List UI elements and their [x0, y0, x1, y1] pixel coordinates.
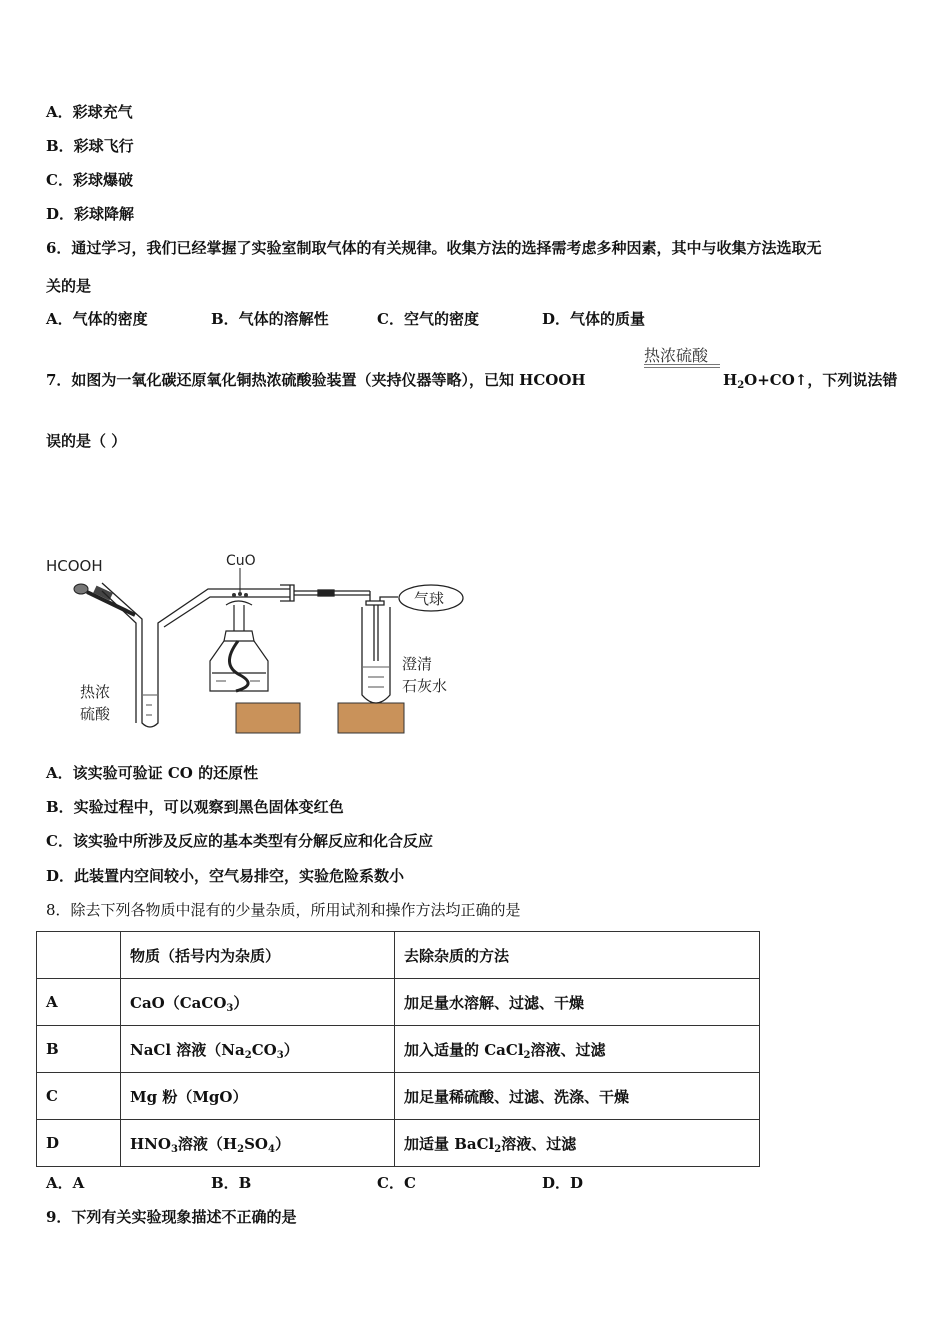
diagram-label-lime-2: 石灰水	[402, 677, 448, 695]
table-header-cell	[37, 932, 121, 979]
row-label: D	[37, 1120, 121, 1167]
q6-stem-line2: 关的是	[46, 277, 92, 295]
q7-option-d: D．此装置内空间较小，空气易排空，实验危险系数小	[46, 867, 405, 885]
q8-stem: 8．除去下列各物质中混有的少量杂质，所用试剂和操作方法均正确的是	[46, 901, 521, 919]
cuo-powder	[232, 592, 248, 597]
q8-options	[46, 1173, 926, 1193]
q7-equation-line-bottom	[644, 367, 720, 368]
method-cell: 加足量水溶解、过滤、干燥	[395, 979, 760, 1026]
table-row	[37, 1120, 760, 1167]
table-header-row	[37, 932, 760, 979]
q6-option-d: D．气体的质量	[542, 310, 646, 328]
alcohol-lamp-icon	[210, 601, 268, 691]
q6-options	[46, 309, 926, 329]
method-cell: 加入适量的 CaCl$_2$溶液、过滤	[395, 1026, 760, 1073]
q7-stem-part2: $H_2O+CO↑$，下列说法错	[723, 371, 898, 391]
wood-block-right	[338, 703, 404, 733]
q6-option-a: A．气体的密度	[46, 310, 148, 328]
method-cell: 加适量 BaCl$_2$溶液、过滤	[395, 1120, 760, 1167]
diagram-label-acid-1: 热浓	[80, 683, 111, 701]
diagram-label-cuo: CuO	[226, 553, 256, 569]
substance-cell: $HNO_3$溶液$(H_2SO_4)$	[121, 1120, 395, 1167]
q6-option-b: B．气体的溶解性	[211, 310, 329, 328]
q7-equation-line-top	[644, 364, 720, 365]
q8-option-b: B．B	[211, 1174, 252, 1192]
q7-stem-part1: 7．如图为一氧化碳还原氧化铜热浓硫酸验装置（夹持仪器等略），已知 HCOOH	[46, 371, 586, 389]
wood-block-left	[236, 703, 300, 733]
q6-option-c: C．空气的密度	[377, 310, 479, 328]
diagram-label-acid-2: 硫酸	[80, 705, 111, 723]
q6-stem-line1: 6．通过学习，我们已经掌握了实验室制取气体的有关规律。收集方法的选择需考虑多种因素，其中与收集方法选取无	[46, 239, 822, 257]
diagram-label-balloon: 气球	[414, 590, 445, 608]
dropper-icon	[74, 584, 135, 615]
diagram-label-lime-1: 澄清	[402, 655, 433, 673]
substance-cell: Mg 粉（MgO）	[121, 1073, 395, 1120]
q8-table	[36, 931, 760, 1167]
q5-option-c: C．彩球爆破	[46, 171, 133, 189]
q7-apparatus-diagram	[40, 545, 480, 740]
q9-stem: 9．下列有关实验现象描述不正确的是	[46, 1208, 297, 1226]
table-row	[37, 1073, 760, 1120]
substance-cell: CaO（CaCO$_3$）	[121, 979, 395, 1026]
q8-option-a: A．A	[46, 1174, 85, 1192]
q8-option-c: C．C	[377, 1174, 416, 1192]
q5-option-d: D．彩球降解	[46, 205, 135, 223]
connector-tube	[294, 590, 398, 661]
test-tube	[362, 607, 390, 703]
q7-option-c: C．该实验中所涉及反应的基本类型有分解反应和化合反应	[46, 832, 433, 850]
table-header-cell: 去除杂质的方法	[395, 932, 760, 979]
q7-stem-line2: 误的是（ ）	[46, 432, 127, 450]
table-row	[37, 1026, 760, 1073]
diagram-label-hcooh: HCOOH	[46, 557, 103, 575]
limewater-liquid	[363, 667, 389, 687]
row-label: C	[37, 1073, 121, 1120]
q5-option-a: A．彩球充气	[46, 103, 133, 121]
q7-option-a: A．该实验可验证 CO 的还原性	[46, 764, 259, 782]
row-label: A	[37, 979, 121, 1026]
table-header-cell: 物质（括号内为杂质）	[121, 932, 395, 979]
q7-option-b: B．实验过程中，可以观察到黑色固体变红色	[46, 798, 344, 816]
table-row	[37, 979, 760, 1026]
q5-option-b: B．彩球飞行	[46, 137, 134, 155]
substance-cell: NaCl 溶液$(Na_2CO_3)$	[121, 1026, 395, 1073]
hot-acid-liquid	[143, 695, 157, 715]
row-label: B	[37, 1026, 121, 1073]
q8-option-d: D．D	[542, 1174, 584, 1192]
method-cell: 加足量稀硫酸、过滤、洗涤、干燥	[395, 1073, 760, 1120]
q7-reaction-condition: 热浓硫酸	[644, 346, 709, 365]
